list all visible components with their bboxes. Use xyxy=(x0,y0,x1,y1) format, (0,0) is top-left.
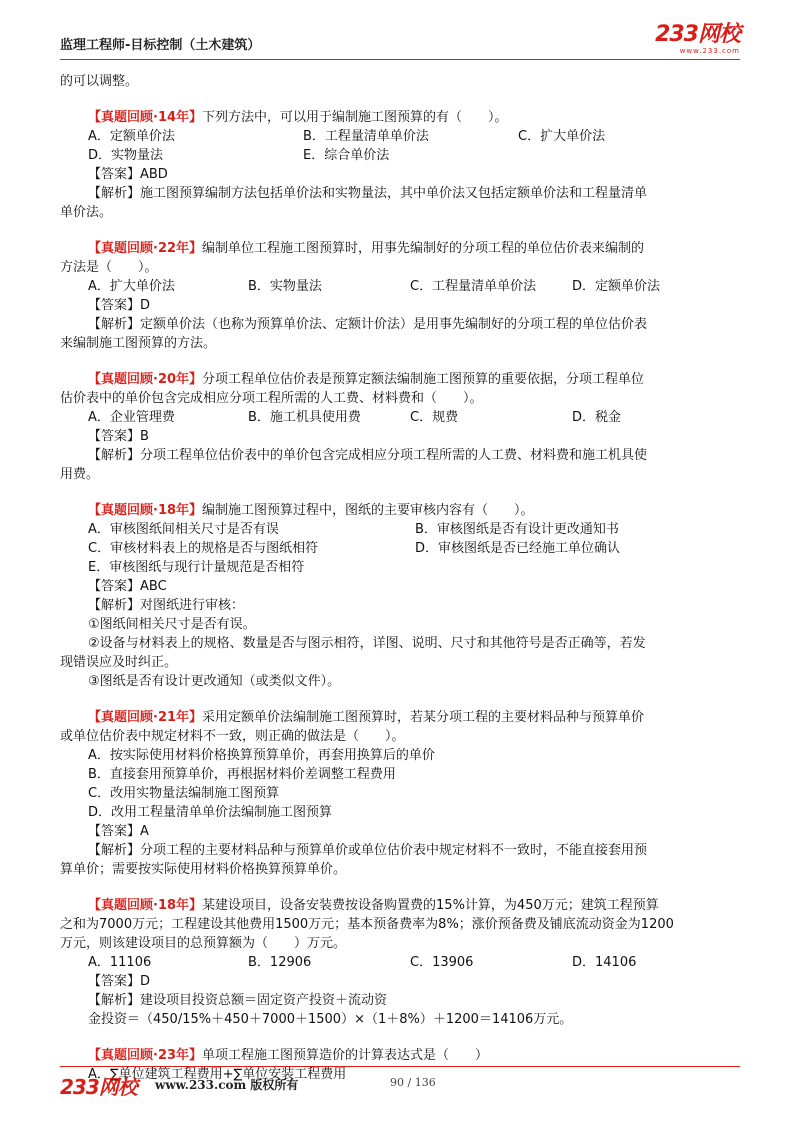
analysis-line: 【解析】分项工程的主要材料品种与预算单价或单位估价表中规定材料不一致时，不能直接套用预 xyxy=(88,843,648,858)
question-list xyxy=(60,108,740,1084)
answer-line: 【答案】D xyxy=(88,298,151,313)
option-row xyxy=(60,746,740,765)
answer-option: A．企业管理费 xyxy=(88,410,175,425)
analysis-line: 【解析】分项工程单位估价表中的单价包含完成相应分项工程所需的人工费、材料费和施工机具使 xyxy=(88,448,648,463)
analysis-line: ②设备与材料表上的规格、数量是否与图示相符，详图、说明、尺寸和其他符号是否正确等，若发 xyxy=(88,636,646,651)
answer-option: C．规费 xyxy=(410,410,459,425)
analysis-line: 【解析】建设项目投资总额＝固定资产投资＋流动资 xyxy=(88,993,388,1008)
answer-option: D．审核图纸是否已经施工单位确认 xyxy=(415,541,621,556)
logo-subtext: www.233.com xyxy=(679,47,740,55)
analysis-line: ③图纸是否有设计更改通知（或类似文件）。 xyxy=(88,674,341,689)
analysis-line: 用费。 xyxy=(60,467,100,482)
page-header xyxy=(60,22,740,58)
option-row xyxy=(60,146,740,165)
answer-option: B．工程量清单单价法 xyxy=(303,129,429,144)
question-stem-text: 某建设项目，设备安装费按设备购置费的15%计算，为450万元；建筑工程预算 xyxy=(202,898,659,913)
answer-option: A．审核图纸间相关尺寸是否有误 xyxy=(88,522,279,537)
question-stem-text: 编制单位工程施工图预算时，用事先编制好的分项工程的单位估价表来编制的 xyxy=(202,241,645,256)
answer-option: A．扩大单价法 xyxy=(88,279,175,294)
option-row xyxy=(60,803,740,822)
question-block xyxy=(60,708,740,879)
answer-option: B．实物量法 xyxy=(248,279,322,294)
analysis-line: ①图纸间相关尺寸是否有误。 xyxy=(88,617,256,632)
question-stem-text: 采用定额单价法编制施工图预算时，若某分项工程的主要材料品种与预算单价 xyxy=(202,710,645,725)
answer-line: 【答案】B xyxy=(88,429,149,444)
question-tag: 【真题回顾·22年】 xyxy=(88,241,203,256)
question-stem-line xyxy=(60,258,740,277)
question-tag: 【真题回顾·18年】 xyxy=(88,503,203,518)
footer-copyright: www.233.com 版权所有 xyxy=(155,1078,299,1092)
question-stem-line xyxy=(60,727,740,746)
option-row xyxy=(60,408,740,427)
answer-option: C．审核材料表上的规格是否与图纸相符 xyxy=(88,541,319,556)
question-stem-text: 单项工程施工图预算造价的计算表达式是（ ） xyxy=(202,1048,489,1063)
header-divider xyxy=(60,59,740,60)
analysis-line: 现错误应及时纠正。 xyxy=(60,655,178,670)
analysis-line: 来编制施工图预算的方法。 xyxy=(60,336,217,351)
analysis-line: 【解析】定额单价法（也称为预算单价法、定额计价法）是用事先编制好的分项工程的单位估价表 xyxy=(88,317,648,332)
logo-text: 233网校 xyxy=(655,22,740,47)
question-stem-line xyxy=(60,896,740,915)
option-row xyxy=(60,539,740,558)
question-tag: 【真题回顾·21年】 xyxy=(88,710,203,725)
option-row xyxy=(60,784,740,803)
question-block xyxy=(60,370,740,484)
answer-line: 【答案】ABD xyxy=(88,167,168,182)
answer-option: C．改用实物量法编制施工图预算 xyxy=(88,786,280,801)
option-row xyxy=(60,765,740,784)
question-block xyxy=(60,108,740,222)
answer-option: D．税金 xyxy=(572,410,622,425)
question-stem-text: 下列方法中，可以用于编制施工图预算的有（ ）。 xyxy=(202,110,508,125)
question-stem-line xyxy=(60,915,740,934)
option-row xyxy=(60,558,740,577)
answer-option: D．改用工程量清单单价法编制施工图预算 xyxy=(88,805,333,820)
option-row xyxy=(60,277,740,296)
footer-divider xyxy=(60,1066,740,1067)
answer-option: B．审核图纸是否有设计更改通知书 xyxy=(415,522,619,537)
answer-line: 【答案】D xyxy=(88,974,151,989)
question-stem-text: 编制施工图预算过程中，图纸的主要审核内容有（ ）。 xyxy=(202,503,534,518)
answer-line: 【答案】A xyxy=(88,824,149,839)
page-content xyxy=(60,72,740,1084)
question-tag: 【真题回顾·20年】 xyxy=(88,372,203,387)
question-tag: 【真题回顾·18年】 xyxy=(88,898,203,913)
brand-logo[interactable] xyxy=(655,24,740,55)
page-number: 90 / 136 xyxy=(390,1076,436,1089)
question-stem-text: 或单位估价表中规定材料不一致，则正确的做法是（ ）。 xyxy=(60,729,405,744)
answer-option: E．综合单价法 xyxy=(303,148,390,163)
question-stem-text: 估价表中的单价包含完成相应分项工程所需的人工费、材料费和（ ）。 xyxy=(60,391,483,406)
answer-option: B．12906 xyxy=(248,955,312,970)
question-stem-text: 分项工程单位估价表是预算定额法编制施工图预算的重要依据，分项工程单位 xyxy=(202,372,645,387)
option-row xyxy=(60,953,740,972)
question-block xyxy=(60,501,740,691)
question-stem-line xyxy=(60,108,740,127)
answer-option: C．13906 xyxy=(410,955,474,970)
analysis-line: 金投资＝（450/15%＋450＋7000＋1500）×（1＋8%）＋1200＝14106万元。 xyxy=(88,1012,573,1027)
question-stem-line xyxy=(60,708,740,727)
question-tag: 【真题回顾·23年】 xyxy=(88,1048,203,1063)
answer-option: A．按实际使用材料价格换算预算单价，再套用换算后的单价 xyxy=(88,748,435,763)
intro-text: 的可以调整。 xyxy=(60,74,139,89)
option-row xyxy=(60,127,740,146)
question-stem-line xyxy=(60,370,740,389)
answer-option: D．实物量法 xyxy=(88,148,164,163)
question-block xyxy=(60,896,740,1029)
question-stem-line xyxy=(60,389,740,408)
answer-option: D．定额单价法 xyxy=(572,279,661,294)
question-block xyxy=(60,239,740,353)
answer-option: A．定额单价法 xyxy=(88,129,175,144)
analysis-line: 【解析】施工图预算编制方法包括单价法和实物量法，其中单价法又包括定额单价法和工程量清单 xyxy=(88,186,648,201)
answer-option: A．∑单位建筑工程费用+∑单位安装工程费用 xyxy=(88,1067,347,1082)
option-row xyxy=(60,520,740,539)
header-title: 监理工程师-目标控制（土木建筑） xyxy=(60,38,261,53)
footer-logo: 233网校 xyxy=(60,1075,137,1099)
answer-option: D．14106 xyxy=(572,955,637,970)
question-stem-line xyxy=(60,501,740,520)
answer-option: C．扩大单价法 xyxy=(518,129,606,144)
question-stem-text: 之和为7000万元；工程建设其他费用1500万元；基本预备费率为8%；涨价预备费及铺底流动资金为1200 xyxy=(60,917,674,932)
question-stem-line xyxy=(60,239,740,258)
analysis-line: 算单价；需要按实际使用材料价格换算预算单价。 xyxy=(60,862,347,877)
question-stem-text: 方法是（ ）。 xyxy=(60,260,158,275)
page-footer xyxy=(60,1071,740,1097)
answer-option: C．工程量清单单价法 xyxy=(410,279,537,294)
question-stem-text: 万元，则该建设项目的总预算额为（ ）万元。 xyxy=(60,936,347,951)
analysis-line: 【解析】对图纸进行审核： xyxy=(88,598,245,613)
answer-option: B．施工机具使用费 xyxy=(248,410,361,425)
answer-line: 【答案】ABC xyxy=(88,579,167,594)
question-tag: 【真题回顾·14年】 xyxy=(88,110,203,125)
answer-option: B．直接套用预算单价，再根据材料价差调整工程费用 xyxy=(88,767,396,782)
question-stem-line xyxy=(60,1046,740,1065)
answer-option: E．审核图纸与现行计量规范是否相符 xyxy=(88,560,305,575)
analysis-line: 单价法。 xyxy=(60,205,113,220)
question-stem-line xyxy=(60,934,740,953)
answer-option: A．11106 xyxy=(88,955,152,970)
